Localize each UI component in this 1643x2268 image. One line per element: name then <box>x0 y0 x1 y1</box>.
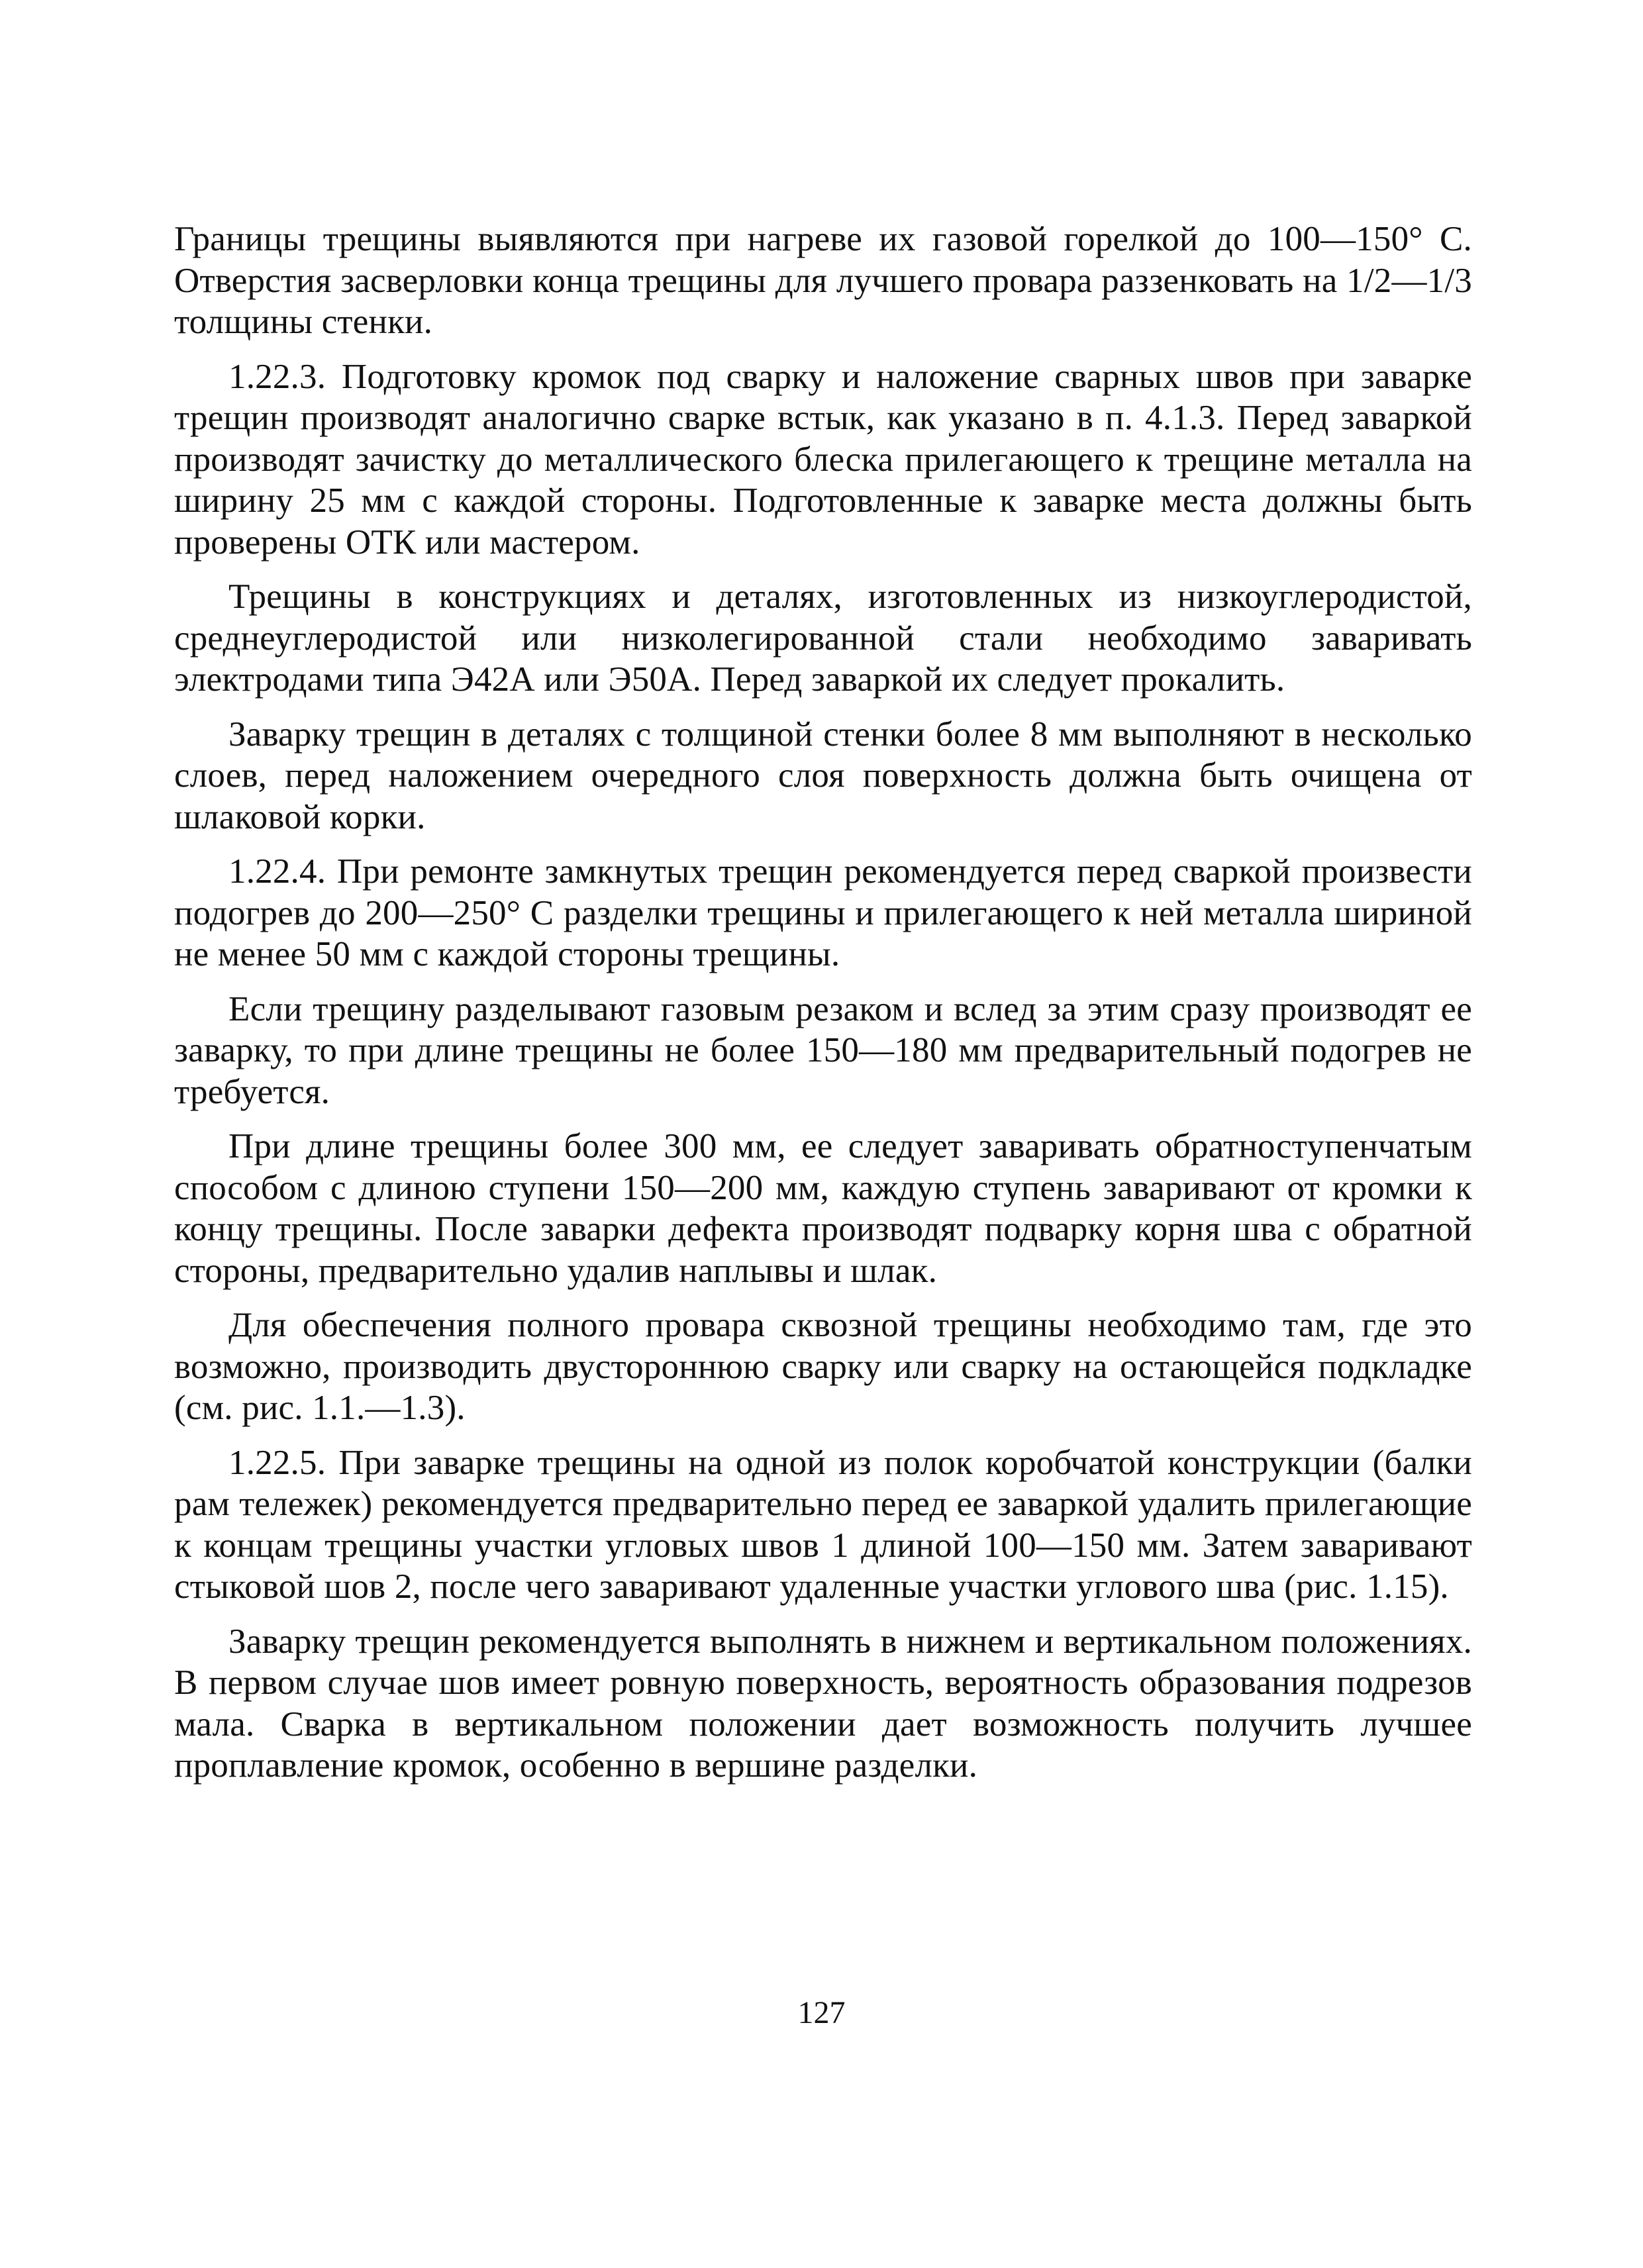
paragraph-gas-cutter: Если трещину разделывают газовым резаком и вслед за этим сразу производят ее заварку, то при длине трещины не более 150—180 мм предварительный подогрев не требуется. <box>174 989 1472 1111</box>
paragraph-layers: Заварку трещин в деталях с толщиной стенки более 8 мм выполняют в несколько слоев, перед наложением очередного слоя поверхность должна быть очищена от шлаковой корки. <box>174 715 1472 836</box>
document-page <box>174 219 1472 1800</box>
paragraph-crack-boundaries: Границы трещины выявляются при нагреве их газовой горелкой до 100—150° С. Отверстия засверловки конца трещины для лучшего провара раззенковать на 1/2—1/3 толщины стенки. <box>174 220 1472 341</box>
paragraph-1-22-5: 1.22.5. При заварке трещины на одной из полок коробчатой конструкции (балки рам тележек) рекомендуется предварительно перед ее заваркой удалить прилегающие к концам трещины участки угловых швов 1 длиной 100—150 мм. Затем заваривают стыковой шов 2, после чего заваривают удаленные участки углового шва (рис. 1.15). <box>174 1443 1472 1606</box>
paragraph-electrodes: Трещины в конструкциях и деталях, изготовленных из низкоуглеродистой, среднеуглеродистой или низколегированной стали необходимо заваривать электродами типа Э42А или Э50А. Перед заваркой их следует прокалить. <box>174 577 1472 699</box>
paragraph-backstep: При длине трещины более 300 мм, ее следует заваривать обратноступенчатым способом с длиною ступени 150—200 мм, каждую ступень заваривают от кромки к концу трещины. После заварки дефекта производят подварку корня шва с обратной стороны, предварительно удалив наплывы и шлак. <box>174 1127 1472 1290</box>
paragraph-1-22-3: 1.22.3. Подготовку кромок под сварку и наложение сварных швов при заварке трещин производят аналогично сварке встык, как указано в п. 4.1.3. Перед заваркой производят зачистку до металлического блеска прилегающего к трещине металла на ширину 25 мм с каждой стороны. Подготовленные к заварке места должны быть проверены ОТК или мастером. <box>174 357 1472 562</box>
page-number: 127 <box>797 1995 846 2030</box>
paragraph-1-22-4: 1.22.4. При ремонте замкнутых трещин рекомендуется перед сваркой произвести подогрев до 200—250° С разделки трещины и прилегающего к ней металла шириной не менее 50 мм с каждой стороны трещины. <box>174 852 1472 973</box>
paragraph-full-penetration: Для обеспечения полного провара сквозной трещины необходимо там, где это возможно, производить двустороннюю сварку или сварку на остающейся подкладке (см. рис. 1.1.—1.3). <box>174 1306 1472 1427</box>
paragraph-positions: Заварку трещин рекомендуется выполнять в нижнем и вертикальном положениях. В первом случае шов имеет ровную поверхность, вероятность образования подрезов мала. Сварка в вертикальном положении дает возможность получить лучшее проплавление кромок, особенно в вершине разделки. <box>174 1622 1472 1785</box>
